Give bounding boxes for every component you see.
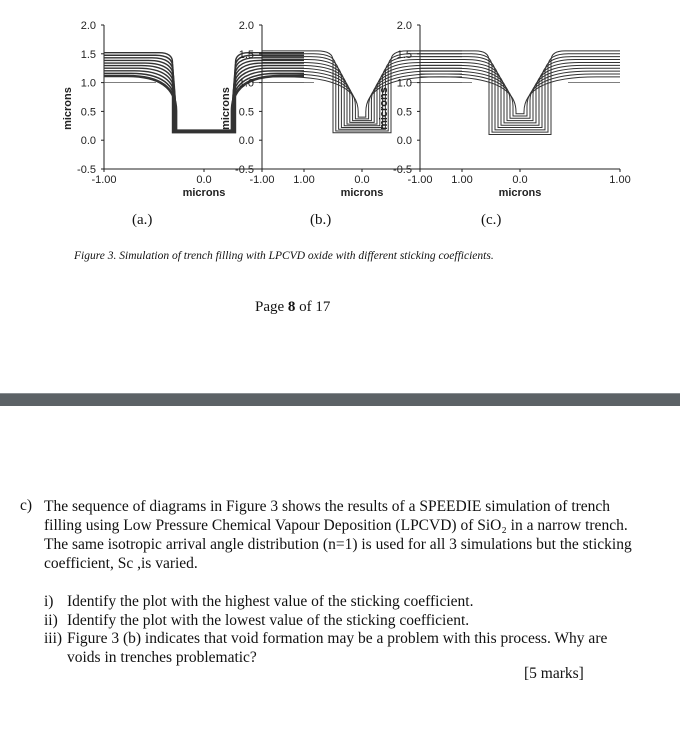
y-tick-label: 0.5 [80, 106, 96, 119]
deposition-layer [104, 53, 304, 133]
y-axis-label: microns [378, 87, 390, 130]
plot-a [62, 20, 315, 199]
marks-label: [5 marks] [524, 665, 584, 682]
part-iii [44, 629, 644, 669]
x-axis-label: microns [498, 187, 542, 199]
part-ii [44, 611, 644, 630]
plot-a-label: (a.) [132, 212, 153, 228]
deposition-layer [420, 57, 620, 130]
deposition-layer [420, 74, 620, 116]
page-number-current: 8 [287, 299, 296, 315]
deposition-layer [104, 76, 304, 131]
y-tick-label: 1.0 [80, 77, 96, 90]
deposition-layer [420, 71, 620, 118]
y-tick-label: 0.0 [396, 135, 412, 148]
part-iii-number: iii) [44, 630, 63, 647]
y-tick-label: 1.5 [396, 48, 412, 61]
y-tick-label: 1.0 [238, 77, 254, 90]
deposition-layer [262, 71, 462, 121]
part-i-number: i) [44, 593, 54, 610]
y-tick-label: 1.5 [80, 48, 96, 61]
y-tick-label: 2.0 [396, 20, 412, 32]
deposition-layer [262, 62, 462, 125]
y-tick-label: -0.5 [235, 164, 254, 176]
plot-c-label: (c.) [481, 212, 502, 228]
page-divider [0, 393, 680, 406]
deposition-layer [262, 74, 462, 119]
deposition-layer [104, 71, 304, 131]
deposition-layer [420, 68, 620, 120]
deposition-layer [420, 51, 620, 135]
plot-c [378, 20, 631, 199]
y-tick-label: -0.5 [77, 164, 96, 176]
x-tick-label: -1.00 [249, 174, 275, 186]
plot-b [220, 20, 473, 199]
lower-page [0, 406, 680, 752]
y-axis-label: microns [62, 87, 74, 130]
x-tick-label: 1.00 [451, 174, 473, 186]
y-axis-label: microns [220, 87, 232, 130]
y-tick-label: 2.0 [80, 20, 96, 32]
question-text: The sequence of diagrams in Figure 3 shows the results of a SPEEDIE simulation of trench filling using Low Pressure Chemical Vapour Deposition (LPCVD) of SiO₂ in a narrow trench. The same isotropic arrival angle distribution (n=1) is used for all 3 simulations but the sticking coefficient, Sc ,is varied. [44, 498, 632, 572]
y-tick-label: 1.0 [396, 77, 412, 90]
y-tick-label: -0.5 [393, 164, 412, 176]
page-number [255, 299, 330, 316]
y-tick-label: 1.5 [238, 48, 254, 61]
x-tick-label: 0.0 [354, 174, 370, 186]
deposition-layer [104, 55, 304, 132]
question-label: c) [20, 497, 33, 514]
deposition-layer [104, 73, 304, 130]
y-tick-label: 0.0 [80, 135, 96, 148]
x-tick-label: -1.00 [91, 174, 117, 186]
x-tick-label: 0.0 [196, 174, 212, 186]
x-tick-label: 1.00 [293, 174, 315, 186]
deposition-layer [104, 68, 304, 131]
plot-b-label: (b.) [310, 212, 332, 228]
page-number-prefix: Page [255, 299, 288, 315]
y-tick-label: 0.0 [238, 135, 254, 148]
figure-caption: Figure 3. Simulation of trench filling with LPCVD oxide with different sticking coefficients. [74, 250, 494, 262]
figure-3 [0, 0, 680, 240]
x-tick-label: 0.0 [512, 174, 528, 186]
part-ii-number: ii) [44, 612, 58, 629]
page-number-suffix: of 17 [295, 299, 331, 315]
deposition-layer [104, 58, 304, 132]
y-tick-label: 0.5 [238, 106, 254, 119]
x-tick-label: 1.00 [609, 174, 631, 186]
y-tick-label: 0.5 [396, 106, 412, 119]
part-i-text: Identify the plot with the highest value of the sticking coefficient. [67, 593, 474, 610]
y-tick-label: 2.0 [238, 20, 254, 32]
x-axis-label: microns [182, 187, 226, 199]
part-ii-text: Identify the plot with the lowest value of the sticking coefficient. [67, 612, 470, 629]
part-i [44, 592, 644, 611]
x-tick-label: -1.00 [407, 174, 433, 186]
x-axis-label: microns [340, 187, 384, 199]
deposition-layer [420, 60, 620, 128]
part-iii-text: Figure 3 (b) indicates that void formation may be a problem with this process. Why are voids in trenches problematic? [67, 630, 608, 666]
